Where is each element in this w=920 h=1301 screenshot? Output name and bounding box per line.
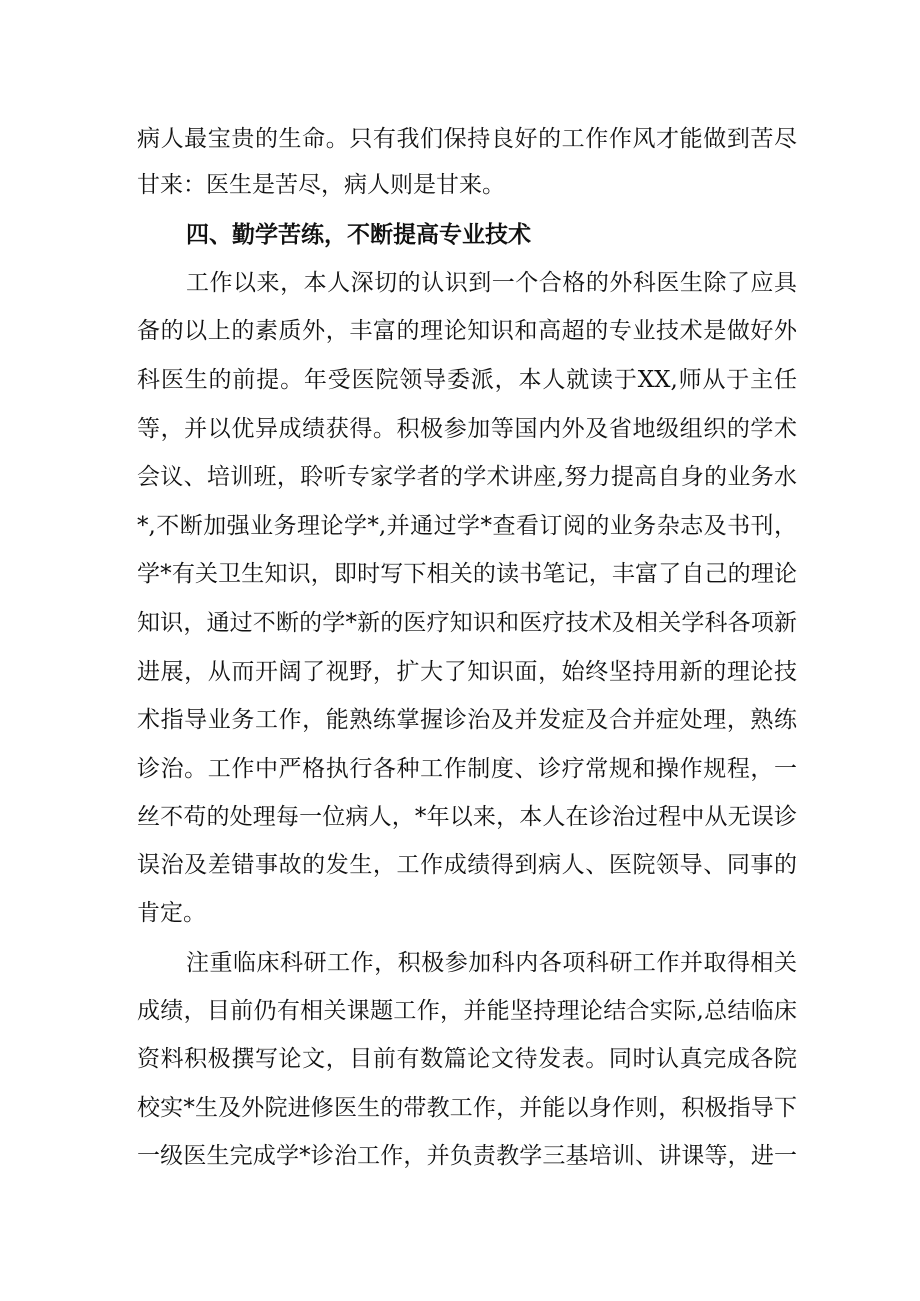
text-line: 一级医生完成学*诊治工作，并负责教学三基培训、讲课等，进一: [137, 1143, 797, 1169]
text-line: 丝不苟的处理每一位病人，*年以来，本人在诊治过程中从无误诊: [137, 804, 797, 830]
text-line: 等，并以优异成绩获得。积极参加等国内外及省地级组织的学术: [137, 416, 797, 442]
text-line: 病人最宝贵的生命。只有我们保持良好的工作作风才能做到苦尽: [137, 126, 797, 152]
text-line: 知识，通过不断的学*新的医疗知识和医疗技术及相关学科各项新: [137, 610, 797, 636]
section-heading: 四、勤学苦练，不断提高专业技术: [186, 222, 531, 248]
text-line: 甘来：医生是苦尽，病人则是甘来。: [137, 172, 505, 198]
text-line: 科医生的前提。年受医院领导委派，本人就读于XX,师从于主任: [137, 367, 797, 393]
text-line: 诊治。工作中严格执行各种工作制度、诊疗常规和操作规程，一: [137, 756, 797, 782]
text-line: 误治及差错事故的发生，工作成绩得到病人、医院领导、同事的: [137, 852, 797, 878]
paragraph-first-line: 工作以来，本人深切的认识到一个合格的外科医生除了应具: [186, 270, 797, 296]
text-line: 术指导业务工作，能熟练掌握诊治及并发症及合并症处理，熟练: [137, 707, 797, 733]
text-line: 校实*生及外院进修医生的带教工作，并能以身作则，积极指导下: [137, 1095, 797, 1121]
text-line: 成绩，目前仍有相关课题工作，并能坚持理论结合实际,总结临床: [137, 998, 797, 1024]
text-line: 会议、培训班，聆听专家学者的学术讲座,努力提高自身的业务水: [137, 464, 797, 490]
paragraph-first-line: 注重临床科研工作，积极参加科内各项科研工作并取得相关: [186, 950, 797, 976]
text-line: 备的以上的素质外，丰富的理论知识和高超的专业技术是做好外: [137, 318, 797, 344]
text-line: 学*有关卫生知识，即时写下相关的读书笔记，丰富了自己的理论: [137, 561, 797, 587]
text-line: 肯定。: [137, 900, 206, 926]
text-line: 进展，从而开阔了视野，扩大了知识面，始终坚持用新的理论技: [137, 659, 797, 685]
text-line: *,不断加强业务理论学*,并通过学*查看订阅的业务杂志及书刊，: [137, 513, 797, 539]
text-line: 资料积极撰写论文，目前有数篇论文待发表。同时认真完成各院: [137, 1046, 797, 1072]
